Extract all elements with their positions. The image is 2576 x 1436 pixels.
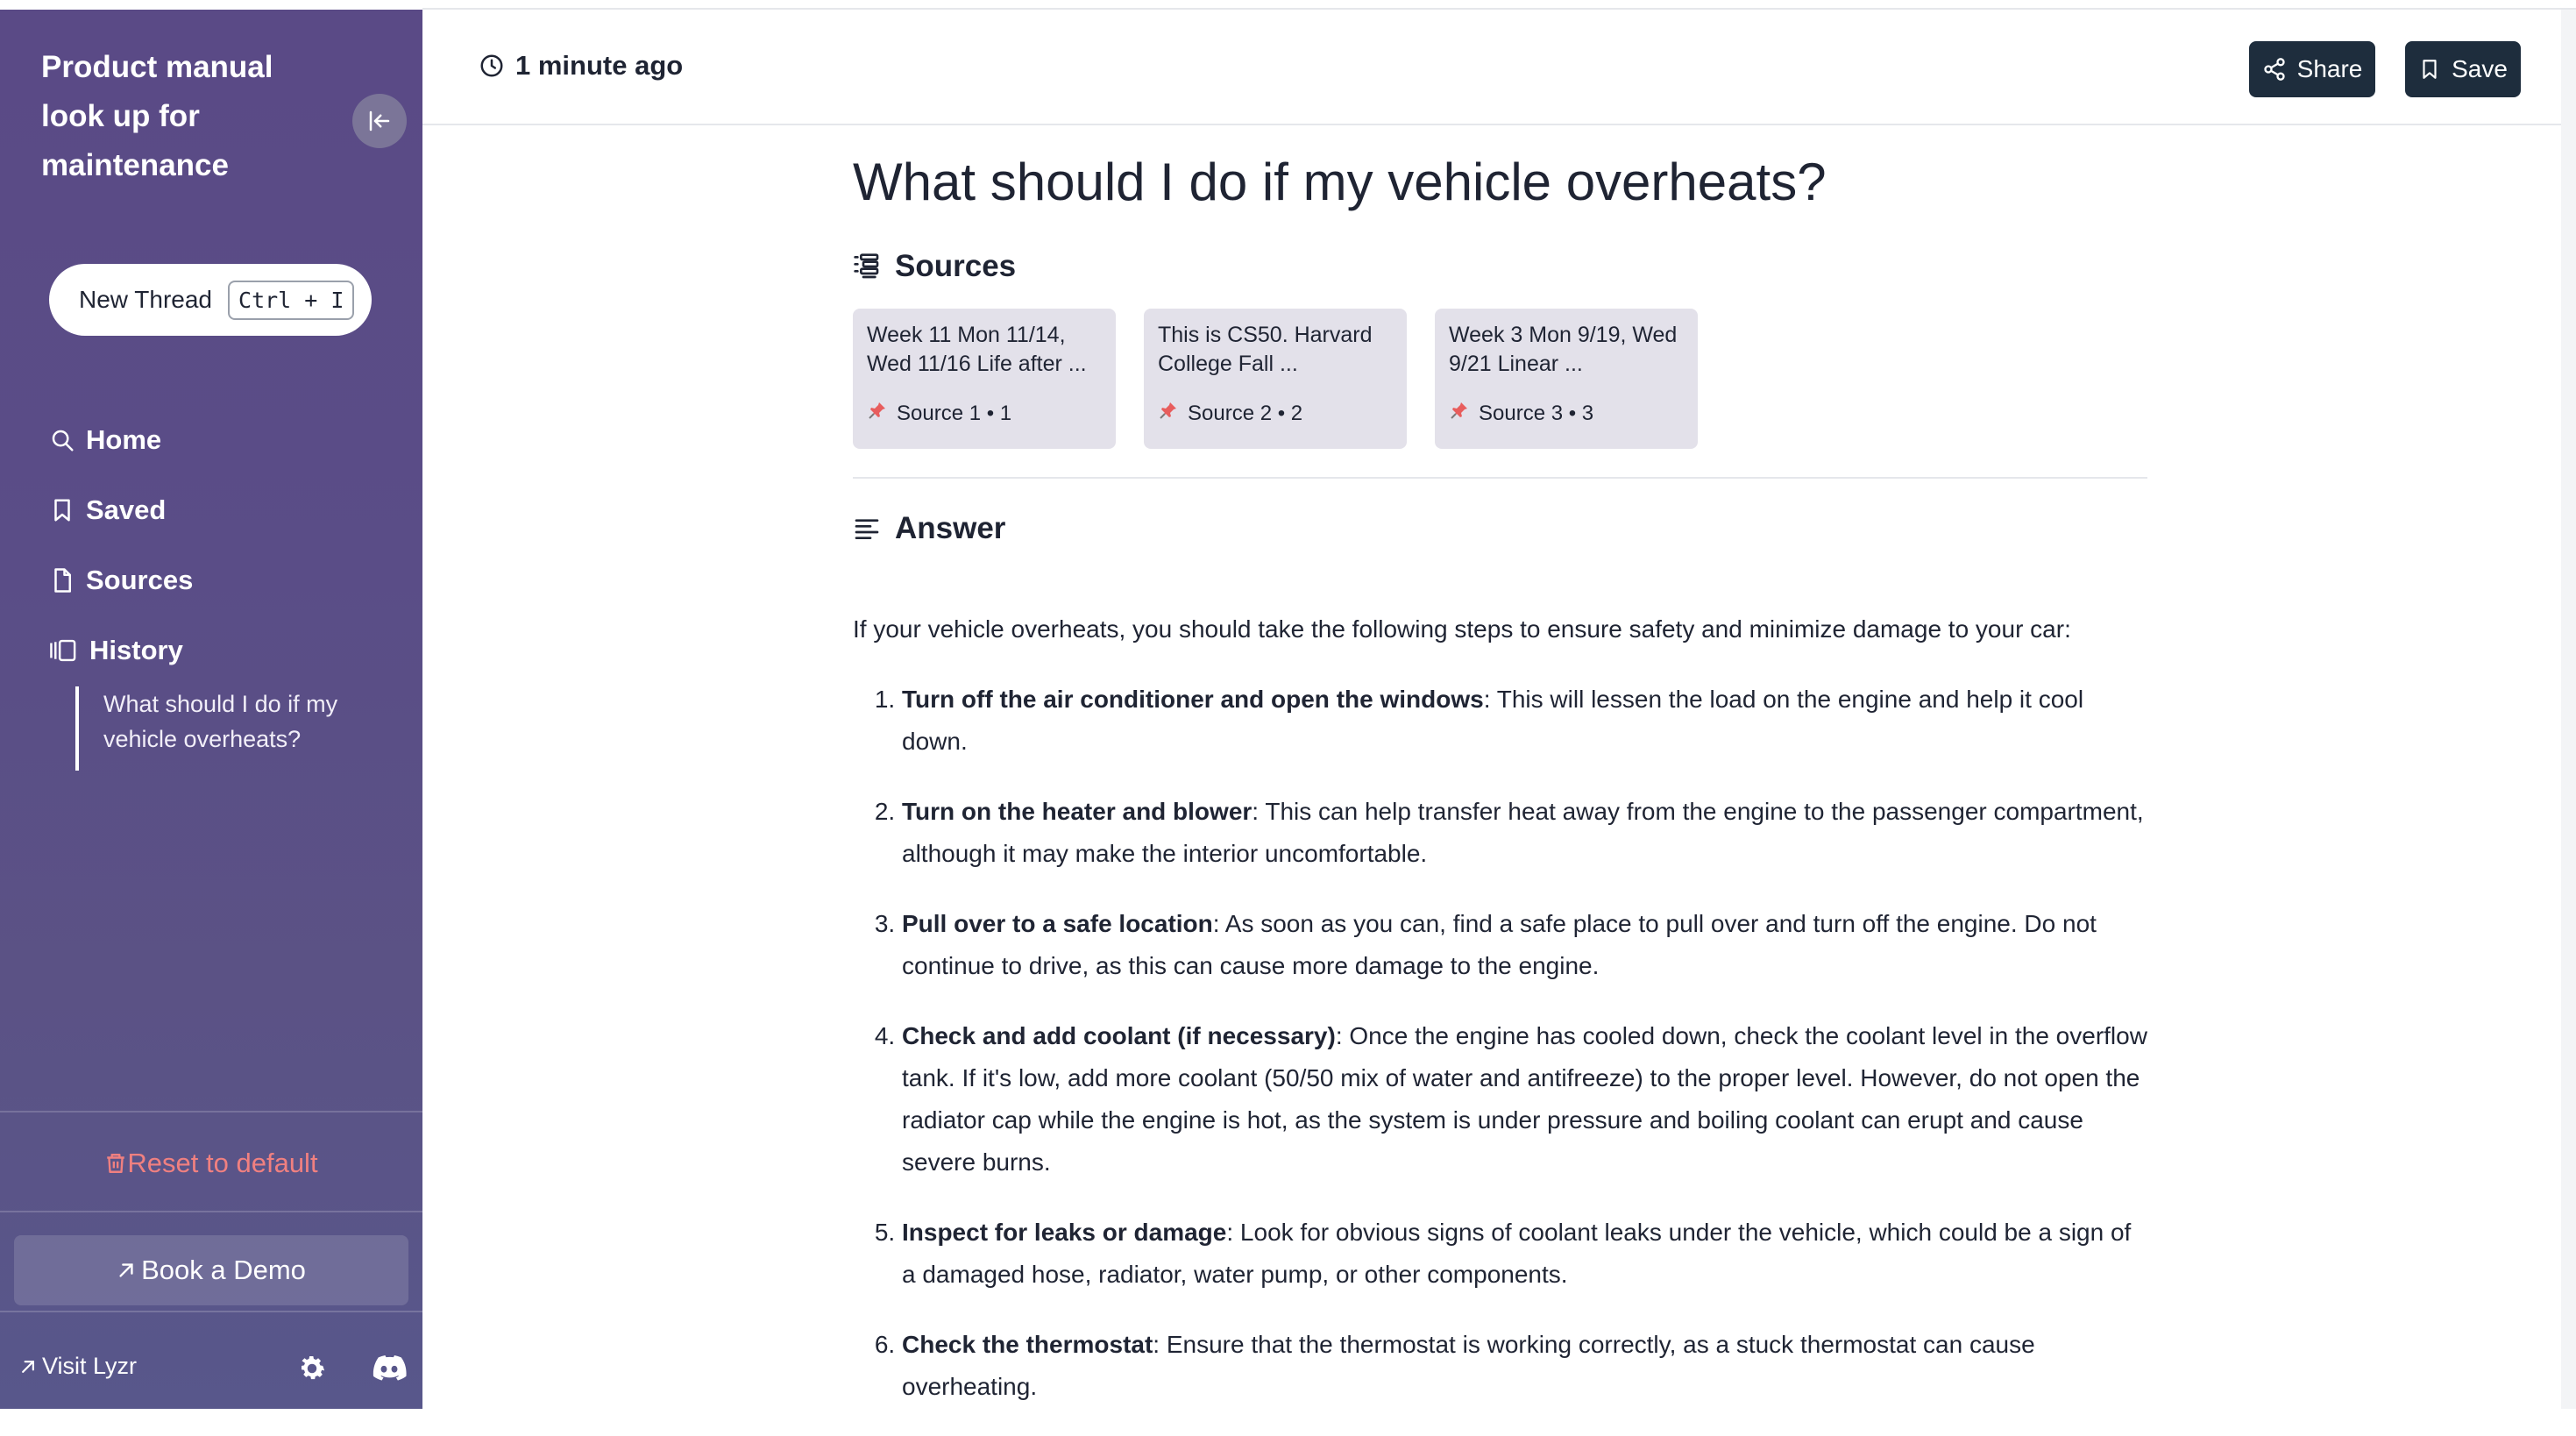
- source-card[interactable]: [1144, 309, 1407, 449]
- source-footer-label: Source 2 • 2: [1188, 401, 1303, 425]
- reset-to-default-button[interactable]: [0, 1148, 422, 1179]
- source-title: Week 3 Mon 9/19, Wed 9/21 Linear ...: [1449, 323, 1678, 376]
- sources-heading: [853, 249, 1016, 284]
- file-icon: [49, 567, 75, 594]
- external-link-icon: [19, 1358, 37, 1376]
- question-title: What should I do if my vehicle overheats?: [853, 153, 1827, 211]
- step-text: : Once the engine has cooled down, check the coolant level in the overflow tank. If it's low, add more coolant (50/50 mix of water and antifreeze) to the proper level. However, do not open the radiator cap while the engine is hot, as the system is under pressure and boiling coolant can erupt and cause severe burns.: [902, 1022, 2147, 1176]
- history-item[interactable]: What should I do if my vehicle overheats?: [75, 686, 365, 771]
- collapse-left-icon: [366, 108, 393, 134]
- step-text: : As soon as you can, find a safe place to pull over and turn off the engine. Do not continue to drive, as this can cause more damage to the engine.: [902, 910, 2097, 979]
- align-left-icon: [853, 515, 881, 543]
- new-thread-shortcut: Ctrl + I: [228, 281, 354, 320]
- source-card[interactable]: [1435, 309, 1698, 449]
- sidebar-divider: [0, 1311, 422, 1312]
- sidebar-item-label: Saved: [86, 494, 167, 525]
- source-footer-label: Source 3 • 3: [1479, 401, 1594, 425]
- sources-heading-label: Sources: [895, 249, 1017, 283]
- scrollbar[interactable]: [2561, 10, 2576, 1409]
- answer-steps: [853, 679, 2147, 1408]
- sidebar-divider: [0, 1111, 422, 1113]
- step-title: Check and add coolant (if necessary): [902, 1022, 1336, 1049]
- thread-timestamp: [479, 50, 683, 82]
- timestamp-label: 1 minute ago: [515, 50, 684, 81]
- sidebar-item-sources[interactable]: [49, 554, 193, 607]
- external-link-icon: [117, 1261, 136, 1280]
- share-icon: [2262, 57, 2287, 82]
- visit-lyzr-link[interactable]: [19, 1353, 137, 1380]
- discord-button[interactable]: [372, 1353, 407, 1389]
- section-divider: [853, 477, 2147, 479]
- answer-step: [902, 1324, 2147, 1408]
- gear-icon: [296, 1353, 328, 1384]
- sidebar-item-home[interactable]: [49, 414, 161, 466]
- pin-icon: [1449, 400, 1470, 427]
- collapse-sidebar-button[interactable]: [352, 94, 407, 148]
- step-title: Inspect for leaks or damage: [902, 1219, 1227, 1246]
- answer-step: [902, 791, 2147, 875]
- reset-label: Reset to default: [127, 1148, 318, 1178]
- source-footer-label: Source 1 • 1: [897, 401, 1012, 425]
- source-card[interactable]: [853, 309, 1116, 449]
- step-title: Turn on the heater and blower: [902, 798, 1253, 825]
- answer-intro: If your vehicle overheats, you should take the following steps to ensure safety and minimize damage to your car:: [853, 615, 2071, 643]
- new-thread-label: New Thread: [79, 286, 213, 313]
- pin-icon: [1158, 400, 1179, 427]
- answer-heading-label: Answer: [895, 511, 1006, 545]
- answer-step: [902, 1212, 2147, 1296]
- clock-icon: [479, 53, 505, 79]
- share-button[interactable]: [2249, 41, 2375, 97]
- answer-step: [902, 1015, 2147, 1184]
- step-title: Pull over to a safe location: [902, 910, 1213, 937]
- list-icon: [853, 252, 881, 281]
- settings-button[interactable]: [296, 1353, 328, 1389]
- save-button[interactable]: [2405, 41, 2521, 97]
- bookmark-icon: [2418, 57, 2441, 82]
- step-title: Check the thermostat: [902, 1331, 1153, 1358]
- answer-step: [902, 903, 2147, 987]
- answer-body: [853, 608, 2147, 1436]
- step-text: : This can help transfer heat away from the engine to the passenger compartment, although it may make the interior uncomfortable.: [902, 798, 2144, 867]
- thread-header: [422, 10, 2561, 125]
- app-title: Product manual look up for maintenance: [41, 50, 273, 182]
- step-text: : Look for obvious signs of coolant leaks under the vehicle, which could be a sign of a damaged hose, radiator, water pump, or other components.: [902, 1219, 2132, 1288]
- pin-icon: [867, 400, 888, 427]
- source-footer: [1158, 400, 1393, 427]
- sidebar-item-label: Sources: [86, 565, 194, 595]
- history-icon: [49, 637, 79, 664]
- step-text: : Ensure that the thermostat is working correctly, as a stuck thermostat can cause overheating.: [902, 1331, 2035, 1400]
- sidebar: [0, 10, 422, 1409]
- step-title: Turn off the air conditioner and open the windows: [902, 686, 1484, 713]
- step-text: : This will lessen the load on the engine and help it cool down.: [902, 686, 2084, 755]
- book-demo-button[interactable]: [14, 1235, 408, 1305]
- share-label: Share: [2296, 55, 2363, 82]
- save-label: Save: [2452, 55, 2508, 82]
- book-demo-label: Book a Demo: [141, 1255, 306, 1285]
- sidebar-item-history[interactable]: [49, 624, 183, 677]
- visit-lyzr-label: Visit Lyzr: [42, 1353, 138, 1379]
- source-title: Week 11 Mon 11/14, Wed 11/16 Life after ...: [867, 323, 1087, 376]
- source-footer: [867, 400, 1102, 427]
- top-border: [422, 0, 2576, 10]
- search-icon: [49, 427, 75, 453]
- discord-icon: [372, 1353, 407, 1384]
- source-footer: [1449, 400, 1684, 427]
- sidebar-item-saved[interactable]: [49, 484, 166, 537]
- bookmark-icon: [49, 497, 75, 523]
- trash-icon: [104, 1151, 127, 1176]
- answer-heading: [853, 511, 1005, 546]
- answer-step: [902, 679, 2147, 763]
- new-thread-button[interactable]: [49, 264, 372, 336]
- source-title: This is CS50. Harvard College Fall ...: [1158, 323, 1373, 376]
- sidebar-item-label: Home: [86, 424, 162, 455]
- sidebar-divider: [0, 1211, 422, 1212]
- sidebar-item-label: History: [89, 635, 183, 665]
